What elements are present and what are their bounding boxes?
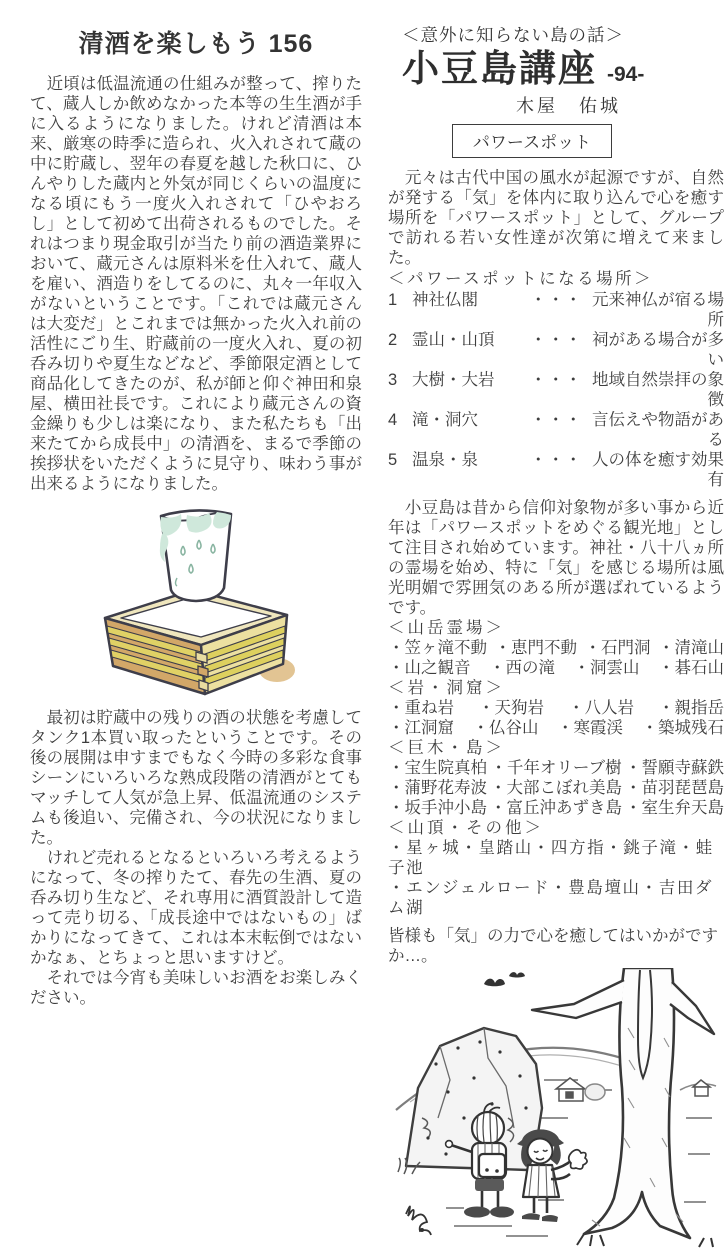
spot-name-item: ・仏谷山 xyxy=(473,718,539,738)
spot-section-row xyxy=(388,758,724,778)
spot-name: 大樹・大岩 xyxy=(412,370,530,410)
topic-box-power-spot: パワースポット xyxy=(452,124,612,158)
spot-section-row xyxy=(388,778,724,798)
sake-masu-illustration xyxy=(91,502,301,702)
spot-desc: 元来神仏が宿る場所 xyxy=(590,290,724,330)
spot-name: 神社仏閣 xyxy=(412,290,530,330)
spot-name-item: ・山之観音 xyxy=(388,658,471,678)
sake-paragraph-1: 近頃は低温流通の仕組みが整って、搾りたて、蔵人しか飲めなかった本等の生生酒が手に入るようになりました。けれど清酒は本来、厳寒の時季に造られ、火入れされて蔵の中に貯蔵し、翌年の春夏を越した秋口に、ひんやりした蔵内と外気が同じくらいの温度になる頃にもう一度火入れされて「ひやおろし」として初めて出荷されるものでした。それはつまり現金取引が当たり前の酒造業界において、蔵元さんは原料米を仕入れて、蔵人を雇い、酒造りをしてるのに、丸々一年収入がないということです。「これでは蔵元さんは大変だ」とこれまでは無かった火入れ前の活性にごり生、貯蔵前の一度火入れ、夏の初呑み切りや夏生などなど、季節限定酒として商品化してきたのが、私が師と仰ぐ神田和泉屋、横田社長です。これにより蔵元さんの資金繰りも少しは楽になり、また私たちも「出来たてから成長中」の清酒を、まるで季節の挨拶状をいただくように見守り、味わう事が出来るようになりました。 xyxy=(30,74,362,494)
spot-desc: 地域自然崇拝の象徴 xyxy=(590,370,724,410)
spot-section-row xyxy=(388,718,724,738)
spot-num: 1 xyxy=(388,290,412,330)
spot-name-item: ・星ヶ城・皇踏山・四方指・銚子滝・蛙子池 xyxy=(388,839,714,877)
series-title-row xyxy=(388,49,724,90)
spot-num: 2 xyxy=(388,330,412,370)
bird-icon xyxy=(509,972,525,977)
power-spot-type-list xyxy=(388,290,724,490)
spot-name-item: ・苗羽琵琶島 xyxy=(625,778,724,798)
spot-dots: ・・・ xyxy=(530,410,590,450)
spot-name-item: ・西の滝 xyxy=(489,658,555,678)
spot-name: 滝・洞穴 xyxy=(412,410,530,450)
power-spot-type-row xyxy=(388,330,724,370)
spot-name-item: ・八人岩 xyxy=(568,698,634,718)
spot-name-item: ・石門洞 xyxy=(585,638,651,658)
spot-section-row xyxy=(388,838,724,878)
spot-desc: 祠がある場合が多い xyxy=(590,330,724,370)
spot-dots: ・・・ xyxy=(530,450,590,490)
spot-name-item: ・清滝山 xyxy=(658,638,724,658)
spot-name-item: ・大部こぼれ美島 xyxy=(490,778,622,798)
power-spot-type-row xyxy=(388,370,724,410)
sake-article-title: 清酒を楽しもう 156 xyxy=(30,24,362,60)
sake-paragraph-4: それでは今宵も美味しいお酒をお楽しみください。 xyxy=(30,968,362,1008)
spot-name-item: ・富丘沖あずき島 xyxy=(490,798,622,818)
spot-section-row xyxy=(388,878,724,918)
spot-section-row xyxy=(388,638,724,658)
spot-name-item: ・誓願寺蘇鉄 xyxy=(625,758,724,778)
spot-name-item: ・恵門不動 xyxy=(495,638,578,658)
intro-paragraph: 元々は古代中国の風水が起源ですが、自然が発する「気」を体内に取り込んで心を癒す場所を「パワースポット」として、グループで訪れる若い女性達が次第に増えて来ました。 xyxy=(388,168,724,268)
spot-name-item: ・蒲野花寿波 xyxy=(388,778,487,798)
power-spot-list-heading: ＜パワースポットになる場所＞ xyxy=(388,269,724,289)
spot-section-heading: ＜岩・洞窟＞ xyxy=(388,678,724,698)
spot-name-item: ・寒霞渓 xyxy=(557,718,623,738)
spot-name-item: ・宝生院真柏 xyxy=(388,758,487,778)
spot-section-row xyxy=(388,698,724,718)
author-name: 木屋 佑城 xyxy=(388,92,724,118)
power-spot-type-row xyxy=(388,410,724,450)
spot-name-item: ・築城残石 xyxy=(642,718,724,738)
series-title: 小豆島講座 xyxy=(402,49,597,90)
artist-signature xyxy=(406,1206,431,1235)
spot-name-item: ・重ね岩 xyxy=(388,698,454,718)
spot-name-item: ・室生弁天島 xyxy=(625,798,724,818)
sake-paragraph-2: 最初は貯蔵中の残りの酒の状態を考慮してタンク1本買い取ったということです。その後の展開は申すまでもなく今時の多彩な食事シーンにいろいろな熟成段階の清酒がとてもマッチして人気が急上昇、低温流通のシステムも後追い、完備され、今の状況になりました。 xyxy=(30,708,362,848)
spot-num: 3 xyxy=(388,370,412,410)
spot-num: 4 xyxy=(388,410,412,450)
left-column-sake-article xyxy=(30,18,362,1016)
issue-number: -94- xyxy=(607,63,644,87)
spot-name-item: ・笠ヶ滝不動 xyxy=(388,638,487,658)
spot-name: 霊山・山頂 xyxy=(412,330,530,370)
spot-name-item: ・碁石山 xyxy=(658,658,724,678)
spot-section-heading: ＜山岳霊場＞ xyxy=(388,618,724,638)
spot-name-item: ・親指岳 xyxy=(658,698,724,718)
right-column-shodoshima-article xyxy=(388,18,724,1016)
spot-name-item: ・江洞窟 xyxy=(388,718,454,738)
spot-name-item: ・坂手沖小島 xyxy=(388,798,487,818)
spot-desc: 人の体を癒す効果有 xyxy=(590,450,724,490)
spot-location-sections xyxy=(388,618,724,918)
spot-num: 5 xyxy=(388,450,412,490)
sake-paragraph-3: けれど売れるとなるといろいろ考えるようになって、冬の搾りたて、春先の生酒、夏の呑み切り生など、それ専用に酒質設計して造って売り切る、「成長途中ではないもの」ばかりになってきて、これは本末転倒ではないかなぁ、とちょっと思いますけど。 xyxy=(30,848,362,968)
series-kicker: ＜意外に知らない島の話＞ xyxy=(388,22,724,47)
spot-section-row xyxy=(388,798,724,818)
spot-desc: 言伝えや物語がある xyxy=(590,410,724,450)
spot-name-item: ・洞雲山 xyxy=(574,658,640,678)
power-spot-type-row xyxy=(388,450,724,490)
spot-section-row xyxy=(388,658,724,678)
spot-name: 温泉・泉 xyxy=(412,450,530,490)
spot-dots: ・・・ xyxy=(530,370,590,410)
island-landscape-illustration xyxy=(388,968,718,1248)
spot-name-item: ・千年オリーブ樹 xyxy=(490,758,621,778)
closing-line: 皆様も「気」の力で心を癒してはいかがですか…。 xyxy=(388,926,724,966)
power-spot-type-row xyxy=(388,290,724,330)
island-paragraph: 小豆島は昔から信仰対象物が多い事から近年は「パワースポットをめぐる観光地」として注目され始めています。神社・八十八ヵ所の霊場を始め、特に「気」を感じる場所は風光明媚で雰囲気のある所が選ばれているようです。 xyxy=(388,498,724,618)
spot-dots: ・・・ xyxy=(530,290,590,330)
spot-section-heading: ＜巨木・島＞ xyxy=(388,738,724,758)
spot-dots: ・・・ xyxy=(530,330,590,370)
spot-name-item: ・エンジェルロード・豊島壇山・吉田ダム湖 xyxy=(388,879,713,917)
spot-section-heading: ＜山頂・その他＞ xyxy=(388,818,724,838)
bird-icon xyxy=(484,978,505,986)
spot-name-item: ・天狗岩 xyxy=(478,698,544,718)
girl-hiker-figure xyxy=(517,1129,587,1222)
